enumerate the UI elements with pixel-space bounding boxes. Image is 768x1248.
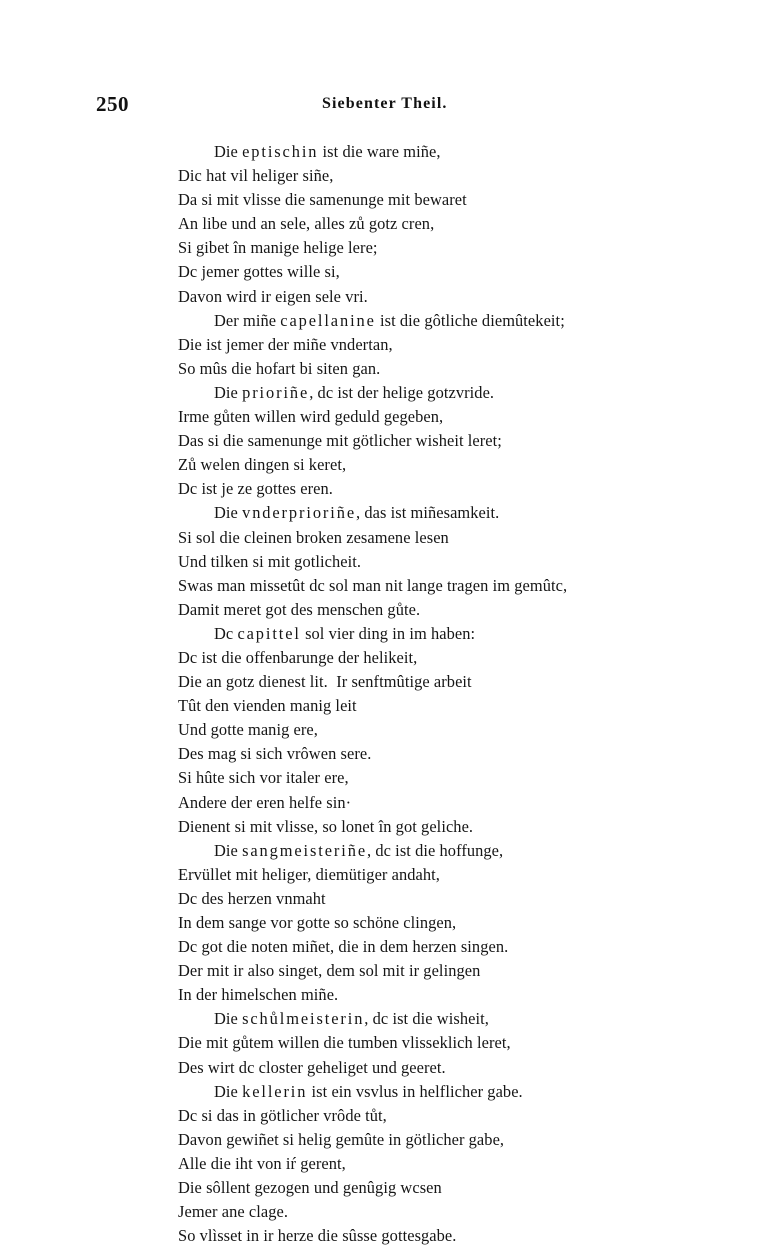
poem-line: Andere der eren helfe sin·: [178, 792, 352, 812]
poem-line: Ervüllet mit heliger, diemütiger andaht,: [178, 864, 440, 884]
poem-line: Des wirt dc closter geheliget und geeret.: [178, 1057, 446, 1077]
poem-line: Dc si das in götlicher vrôde tůt,: [178, 1105, 387, 1125]
line-text-before: Der miñe: [214, 310, 281, 330]
line-text-before: Dc: [214, 623, 238, 643]
poem-line: Dienent si mit vlisse, so lonet în got geliche.: [178, 816, 474, 836]
line-text-after: ist ein vsvlus in helflicher gabe.: [307, 1081, 523, 1101]
poem-line: Dc ist die offenbarunge der helikeit,: [178, 647, 418, 667]
poem-line: Die sôllent gezogen und genûgig wcsen: [178, 1178, 442, 1198]
poem-line: Si hûte sich vor italer ere,: [178, 768, 349, 788]
poem-line: [178, 1007, 698, 1031]
page-header: [96, 92, 672, 118]
poem-line: [178, 309, 698, 333]
line-text-after: , dc ist die hoffunge,: [367, 840, 504, 860]
poem-line: In dem sange vor gotte so schöne clingen,: [178, 913, 457, 932]
poem-line: [178, 622, 698, 646]
line-text-before: Die: [214, 142, 243, 161]
poem-line: Irme gůten willen wird geduld gegeben,: [178, 407, 444, 427]
poem-body: [178, 140, 698, 1248]
line-text-before: Die: [214, 840, 243, 860]
poem-line: So mûs die hofart bi siten gan.: [178, 358, 381, 378]
line-text-after: sol vier ding in im haben:: [300, 623, 476, 643]
line-text-before: Die: [214, 1081, 243, 1101]
office-name: schůlmeisterin: [242, 1009, 365, 1029]
office-name: vnderprioriñe: [242, 503, 356, 523]
line-text-after: , das ist miñesamkeit.: [356, 503, 500, 523]
line-text-after: ist die gôtliche diemûtekeit;: [375, 310, 565, 330]
poem-line: [178, 1080, 698, 1104]
poem-line: Si gibet în manige helige lere;: [178, 238, 378, 258]
poem-line: An libe und an sele, alles zů gotz cren,: [178, 214, 435, 234]
poem-line: Da si mit vlisse die samenunge mit bewaret: [178, 190, 467, 210]
poem-line: Dc ist je ze gottes eren.: [178, 479, 333, 499]
poem-line: Alle die iht von iŕ gerent,: [178, 1153, 346, 1173]
poem-line: So vlìsset in ir herze die sûsse gottesgabe.: [178, 1226, 457, 1246]
poem-line: In der himelschen miñe.: [178, 985, 339, 1005]
office-name: sangmeisteriñe: [242, 840, 368, 860]
poem-line: [178, 839, 698, 863]
poem-line: [178, 381, 698, 405]
page-number: 250: [96, 92, 129, 116]
poem-line: Dc got die noten miñet, die in dem herzen singen.: [178, 937, 509, 957]
office-name: prioriñe: [242, 382, 310, 402]
poem-line: Das si die samenunge mit götlicher wisheit leret;: [178, 431, 502, 451]
poem-line: Tût den vienden manig leit: [178, 696, 357, 716]
line-text-before: Die: [214, 503, 243, 523]
poem-line: [178, 140, 698, 164]
line-text-after: , dc ist der helige gotzvride.: [309, 382, 495, 402]
running-title: Siebenter Theil.: [322, 95, 448, 112]
poem-line: Die ist jemer der miñe vndertan,: [178, 334, 393, 354]
poem-line: Die mit gůtem willen die tumben vlisseklich leret,: [178, 1033, 511, 1053]
poem-line: Und gotte manig ere,: [178, 720, 318, 740]
poem-line: Damit meret got des menschen gůte.: [178, 599, 421, 619]
poem-line: Die an gotz dienest lit. Ir senftmûtige arbeit: [178, 672, 472, 692]
line-text-after: , dc ist die wisheit,: [364, 1009, 489, 1029]
poem-line: Si sol die cleinen broken zesamene lesen: [178, 527, 449, 547]
poem-line: Davon gewiñet si helig gemûte in götlicher gabe,: [178, 1129, 505, 1149]
office-name: capellanine: [280, 310, 376, 330]
office-name: eptischin: [242, 142, 319, 161]
poem-line: Dic hat vil heliger siñe,: [178, 166, 334, 186]
office-name: capittel: [237, 623, 301, 643]
poem-line: Und tilken si mit gotlicheit.: [178, 551, 362, 571]
poem-line: [178, 501, 698, 525]
poem-line: Jemer ane clage.: [178, 1202, 289, 1222]
poem-line: Davon wird ir eigen sele vri.: [178, 286, 368, 306]
line-text-before: Die: [214, 382, 243, 402]
poem-line: Der mit ir also singet, dem sol mit ir gelingen: [178, 961, 481, 981]
poem-line: Dc des herzen vnmaht: [178, 888, 326, 908]
poem-line: Des mag si sich vrôwen sere.: [178, 744, 372, 764]
line-text-after: ist die ware miñe,: [318, 142, 441, 161]
poem-line: Dc jemer gottes wille si,: [178, 262, 340, 282]
poem-line: Zů welen dingen si keret,: [178, 455, 347, 475]
office-name: kellerin: [242, 1081, 308, 1101]
line-text-before: Die: [214, 1009, 243, 1029]
poem-line: Swas man missetût dc sol man nit lange tragen im gemûtc,: [178, 575, 568, 595]
